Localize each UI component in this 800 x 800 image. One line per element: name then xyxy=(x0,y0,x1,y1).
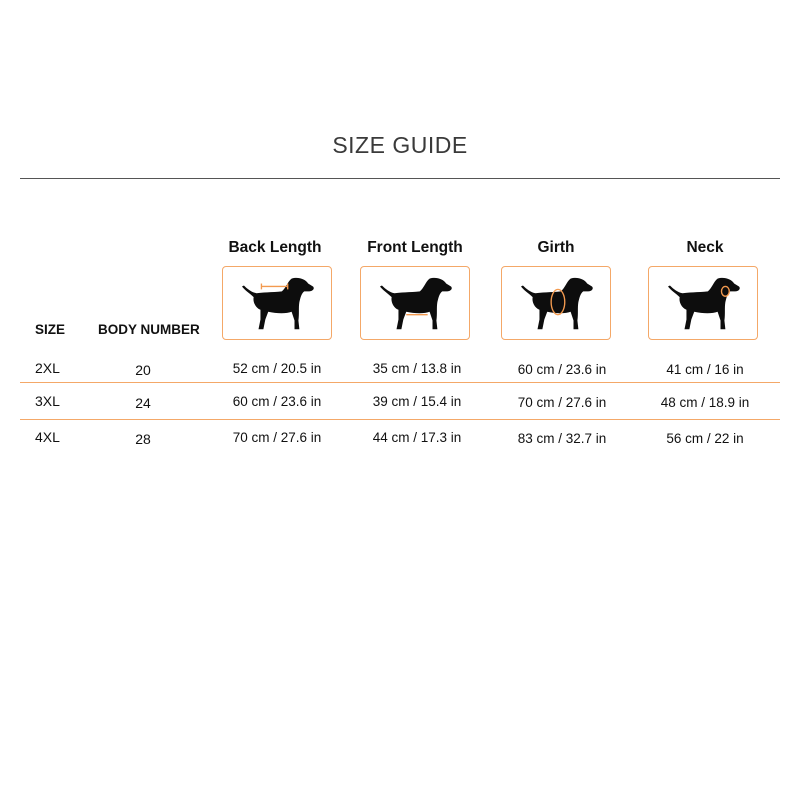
column-header-back-length: Back Length xyxy=(228,239,322,256)
back-length-icon-box xyxy=(222,266,332,340)
back-length-cell: 70 cm / 27.6 in xyxy=(232,430,322,445)
neck-cell: 41 cm / 16 in xyxy=(666,362,744,377)
size-cell: 2XL xyxy=(35,360,60,376)
column-header-girth: Girth xyxy=(537,239,575,256)
back-length-cell: 60 cm / 23.6 in xyxy=(232,394,322,409)
page-title: SIZE GUIDE xyxy=(332,132,468,158)
size-cell: 3XL xyxy=(35,393,60,409)
row-divider xyxy=(20,419,780,420)
body-number-cell: 28 xyxy=(135,431,151,447)
front-length-cell: 44 cm / 17.3 in xyxy=(372,430,462,445)
dog-back-length-icon xyxy=(223,267,331,339)
column-header-neck: Neck xyxy=(686,239,724,256)
girth-icon-box xyxy=(501,266,611,340)
body-number-cell: 20 xyxy=(135,362,151,378)
front-length-cell: 35 cm / 13.8 in xyxy=(372,361,462,376)
neck-icon-box xyxy=(648,266,758,340)
girth-cell: 60 cm / 23.6 in xyxy=(517,362,607,377)
front-length-cell: 39 cm / 15.4 in xyxy=(372,394,462,409)
back-length-cell: 52 cm / 20.5 in xyxy=(232,361,322,376)
girth-cell: 70 cm / 27.6 in xyxy=(517,395,607,410)
neck-cell: 48 cm / 18.9 in xyxy=(660,395,750,410)
dog-front-length-icon xyxy=(361,267,469,339)
column-header-front-length: Front Length xyxy=(367,239,463,256)
dog-neck-icon xyxy=(649,267,757,339)
row-divider xyxy=(20,382,780,383)
size-cell: 4XL xyxy=(35,429,60,445)
front-length-icon-box xyxy=(360,266,470,340)
title-divider xyxy=(20,178,780,179)
dog-girth-icon xyxy=(502,267,610,339)
body-number-cell: 24 xyxy=(135,395,151,411)
girth-cell: 83 cm / 32.7 in xyxy=(517,431,607,446)
column-header-body-number: BODY NUMBER xyxy=(98,322,200,337)
column-header-size: SIZE xyxy=(35,322,66,337)
neck-cell: 56 cm / 22 in xyxy=(666,431,744,446)
